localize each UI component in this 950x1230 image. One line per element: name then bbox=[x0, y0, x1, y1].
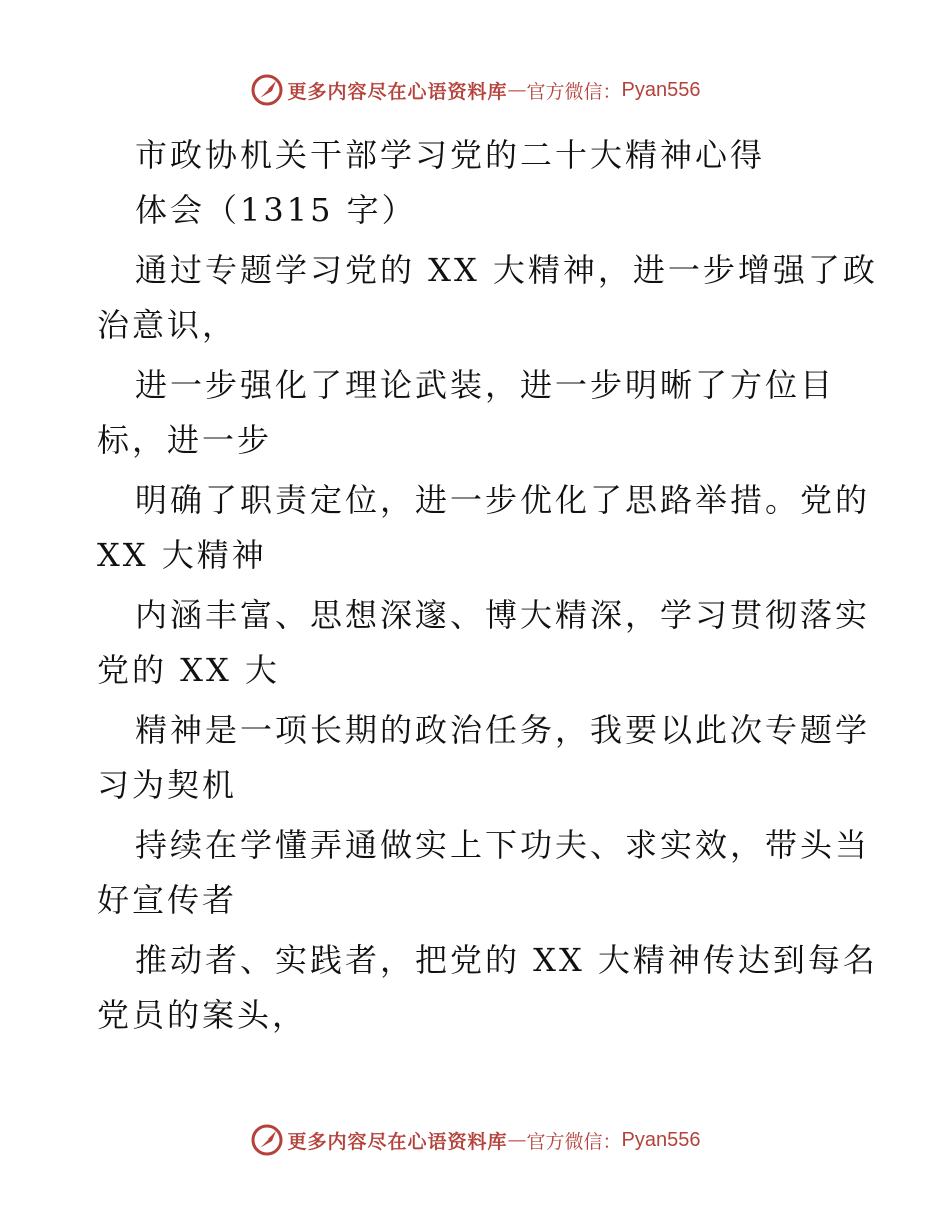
header-official-label: 官方微信： bbox=[526, 80, 622, 103]
body-line-7: 明确了职责定位，进一步优化了思路举措。党的 bbox=[135, 481, 871, 519]
body-line-11: 精神是一项长期的政治任务，我要以此次专题学 bbox=[135, 711, 871, 749]
body-line-10: 党的 XX 大 bbox=[97, 651, 280, 689]
footer-dash: — bbox=[507, 1129, 527, 1151]
body-line-8: XX 大精神 bbox=[97, 536, 267, 574]
footer-banner bbox=[0, 1120, 950, 1160]
body-line-1: 市政协机关干部学习党的二十大精神心得 bbox=[135, 136, 766, 174]
body-line-12: 习为契机 bbox=[97, 766, 238, 804]
header-brand-text: 更多内容尽在心语资料库 bbox=[287, 80, 508, 103]
body-line-2: 体会（1315 字） bbox=[135, 191, 417, 229]
quill-logo-icon bbox=[250, 73, 284, 107]
body-line-16: 党员的案头， bbox=[97, 996, 308, 1034]
footer-official-label: 官方微信： bbox=[526, 1130, 622, 1153]
body-line-6: 标，进一步 bbox=[97, 421, 273, 459]
body-line-15: 推动者、实践者，把党的 XX 大精神传达到每名 bbox=[135, 941, 878, 979]
body-line-3: 通过专题学习党的 XX 大精神，进一步增强了政 bbox=[135, 251, 878, 289]
header-wechat-id: Pyan556 bbox=[621, 78, 701, 101]
header-dash: — bbox=[507, 79, 527, 101]
footer-brand-text: 更多内容尽在心语资料库 bbox=[287, 1130, 508, 1153]
body-line-9: 内涵丰富、思想深邃、博大精深，学习贯彻落实 bbox=[135, 596, 871, 634]
quill-logo-icon bbox=[250, 1123, 284, 1157]
body-line-5: 进一步强化了理论武装，进一步明晰了方位目 bbox=[135, 366, 836, 404]
footer-wechat-id: Pyan556 bbox=[621, 1128, 701, 1151]
body-line-13: 持续在学懂弄通做实上下功夫、求实效，带头当 bbox=[135, 826, 871, 864]
header-banner bbox=[0, 70, 950, 110]
body-line-14: 好宣传者 bbox=[97, 881, 238, 919]
body-line-4: 治意识， bbox=[97, 306, 238, 344]
